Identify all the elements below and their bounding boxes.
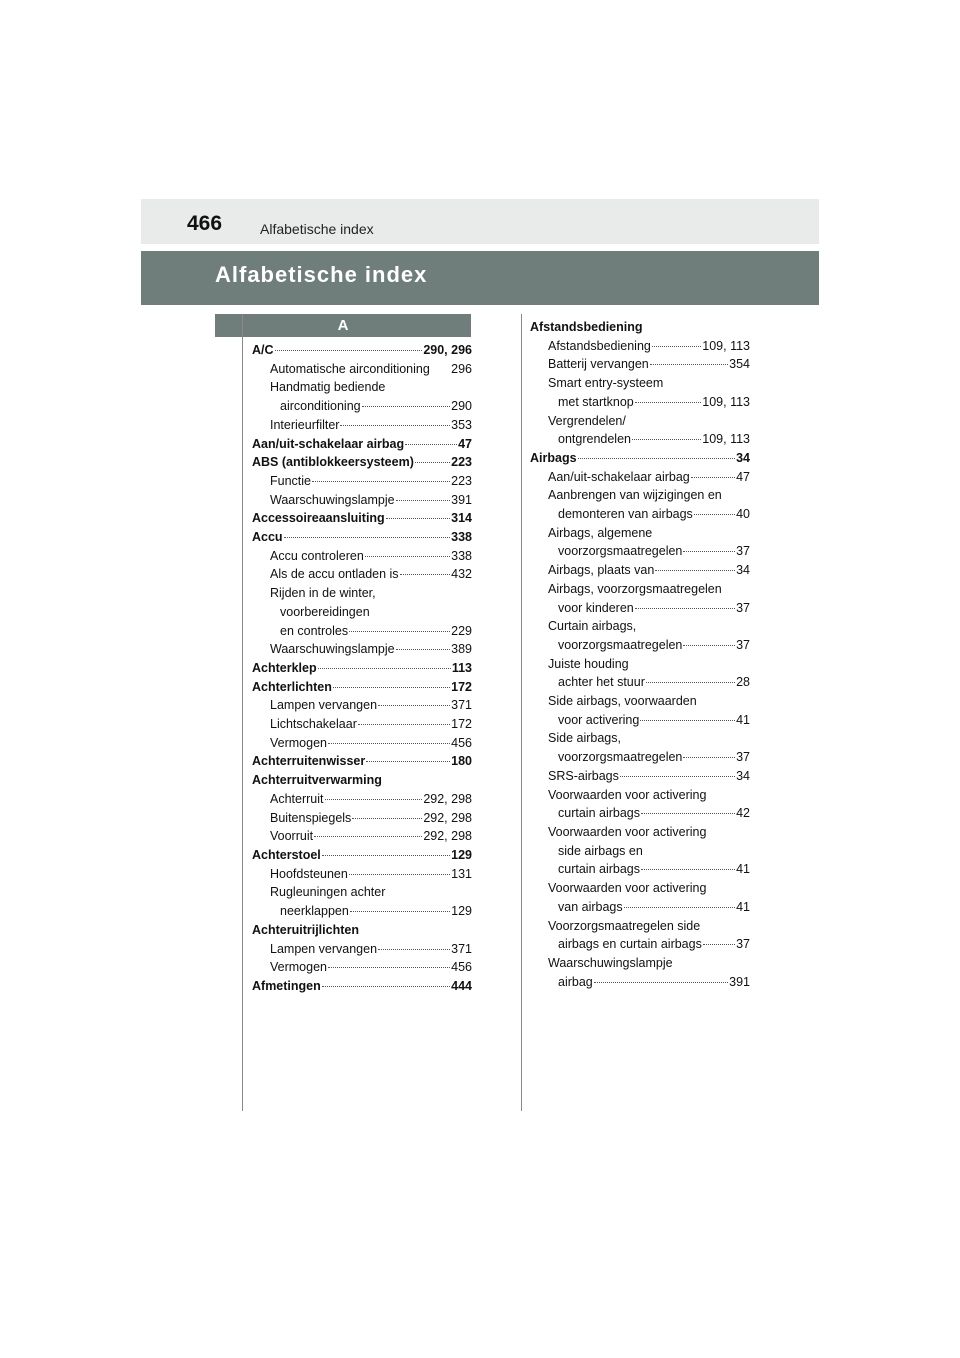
index-subentry: [530, 561, 750, 580]
header-title: Alfabetische index: [260, 221, 374, 237]
index-entry-text: van airbags: [558, 899, 623, 914]
index-subentry: [252, 790, 472, 809]
index-subentry: [252, 696, 472, 715]
index-page-ref: 41: [736, 712, 750, 727]
index-entry-text: Afstandsbediening: [530, 320, 643, 334]
index-subentry: [530, 599, 750, 618]
index-entry-text: Aanbrengen van wijzigingen en: [548, 488, 722, 503]
index-page-ref: 37: [736, 544, 750, 559]
index-entry-text: Side airbags,: [548, 731, 621, 746]
index-entry-text: Airbags, plaats van: [548, 563, 655, 578]
index-page-ref: 109, 113: [702, 432, 750, 447]
index-subentry: [252, 622, 472, 641]
index-entry-text: Aan/uit-schakelaar airbag: [252, 436, 405, 451]
index-subentry: [530, 935, 750, 954]
header-bar: [141, 199, 819, 244]
dot-leader: [405, 444, 457, 445]
index-entry-text: Waarschuwingslampje: [270, 642, 395, 657]
index-entry-text: voorzorgsmaatregelen: [558, 637, 683, 652]
index-page-ref: 113: [451, 660, 472, 675]
dot-leader: [594, 982, 728, 983]
dot-leader: [396, 649, 451, 650]
index-entry: [252, 435, 472, 454]
index-entry-text: achter het stuur: [558, 675, 645, 690]
index-entry: [252, 678, 472, 697]
dot-leader: [358, 724, 450, 725]
index-page-ref: 290, 296: [423, 343, 472, 357]
index-page-ref: 229: [451, 623, 472, 638]
index-subentry: [530, 374, 750, 393]
index-entry-text: voorzorgsmaatregelen: [558, 750, 683, 765]
index-subentry: [530, 823, 750, 842]
index-entry: [252, 341, 472, 360]
dot-leader: [350, 911, 450, 912]
index-column-left: [252, 341, 472, 996]
dot-leader: [365, 556, 450, 557]
index-subentry: [252, 865, 472, 884]
index-subentry: [252, 584, 472, 603]
dot-leader: [635, 608, 735, 609]
index-entry-text: Accu controleren: [270, 548, 364, 563]
index-page-ref: 391: [451, 492, 472, 507]
index-entry-text: ontgrendelen: [558, 432, 631, 447]
index-page-ref: 223: [451, 455, 472, 470]
index-entry-text: Achterklep: [252, 660, 317, 675]
index-entry-text: en controles: [280, 623, 349, 638]
index-entry-text: ABS (antiblokkeersysteem): [252, 455, 414, 470]
dot-leader: [340, 425, 450, 426]
dot-leader: [284, 537, 451, 538]
index-entry-text: Airbags, voorzorgsmaatregelen: [548, 581, 722, 596]
index-subentry: [252, 472, 472, 491]
dot-leader: [352, 818, 422, 819]
index-entry-text: Afstandsbediening: [548, 338, 651, 353]
dot-leader: [652, 346, 701, 347]
dot-leader: [378, 705, 450, 706]
index-page-ref: 314: [451, 511, 472, 526]
index-entry-text: curtain airbags: [558, 806, 640, 821]
index-entry-text: side airbags en: [558, 843, 643, 858]
dot-leader: [349, 874, 450, 875]
dot-leader: [366, 761, 450, 762]
index-page-ref: 34: [736, 450, 750, 465]
index-page-ref: 47: [458, 436, 472, 451]
index-entry-text: Accu: [252, 530, 283, 545]
index-subentry: [530, 748, 750, 767]
dot-leader: [646, 682, 735, 683]
dot-leader: [620, 776, 735, 777]
dot-leader: [349, 631, 450, 632]
index-entry-text: Achterruit: [270, 791, 324, 806]
index-subentry: [252, 565, 472, 584]
index-subentry: [252, 715, 472, 734]
index-page-ref: 338: [451, 548, 472, 563]
index-entry-text: Achterlichten: [252, 679, 332, 694]
index-page-ref: 42: [736, 806, 750, 821]
index-page-ref: 432: [451, 567, 472, 582]
index-entry-text: Voorwaarden voor activering: [548, 881, 707, 896]
index-subentry: [530, 505, 750, 524]
dot-leader: [683, 645, 735, 646]
index-entry-text: Vergrendelen/: [548, 413, 626, 428]
index-subentry: [252, 827, 472, 846]
page-title: Alfabetische index: [215, 262, 428, 287]
index-page-ref: 338: [451, 530, 472, 545]
dot-leader: [691, 477, 735, 478]
index-page-ref: 292, 298: [423, 791, 472, 806]
index-page-ref: 37: [736, 750, 750, 765]
index-entry-text: Rugleuningen achter: [270, 885, 386, 900]
index-subentry: [252, 397, 472, 416]
index-entry-text: A/C: [252, 343, 274, 357]
dot-leader: [325, 799, 423, 800]
index-subentry: [530, 673, 750, 692]
index-subentry: [530, 711, 750, 730]
index-entry-text: Waarschuwingslampje: [270, 492, 395, 507]
index-page-ref: 37: [736, 637, 750, 652]
index-subentry: [252, 940, 472, 959]
index-subentry: [530, 692, 750, 711]
index-entry-text: Aan/uit-schakelaar airbag: [548, 469, 690, 484]
index-entry-text: Airbags: [530, 450, 577, 465]
index-subentry: [530, 879, 750, 898]
index-subentry: [252, 416, 472, 435]
dot-leader: [641, 869, 735, 870]
dot-leader: [683, 551, 735, 552]
index-entry-text: Voorwaarden voor activering: [548, 787, 707, 802]
index-entry-text: airbag: [558, 974, 593, 989]
dot-leader: [635, 402, 702, 403]
dot-leader: [694, 514, 735, 515]
dot-leader: [333, 687, 450, 688]
index-subentry: [252, 491, 472, 510]
index-entry-text: Als de accu ontladen is: [270, 567, 399, 582]
dot-leader: [328, 967, 450, 968]
index-entry-text: Interieurfilter: [270, 417, 340, 432]
index-subentry: [252, 378, 472, 397]
index-entry-text: voorbereidingen: [280, 604, 370, 619]
index-page-ref: 444: [451, 978, 472, 993]
index-page-ref: 389: [451, 642, 472, 657]
index-subentry: [252, 360, 472, 379]
index-page-ref: 172: [451, 717, 472, 732]
dot-leader: [314, 836, 422, 837]
index-entry-text: voorzorgsmaatregelen: [558, 544, 683, 559]
index-entry-text: Voorwaarden voor activering: [548, 824, 707, 839]
index-subentry: [530, 617, 750, 636]
dot-leader: [386, 518, 450, 519]
index-subentry: [530, 412, 750, 431]
index-entry-text: Airbags, algemene: [548, 525, 653, 540]
index-entry-text: Accessoireaansluiting: [252, 511, 385, 526]
index-subentry: [530, 355, 750, 374]
index-page-ref: 41: [736, 899, 750, 914]
index-page-ref: 290: [451, 399, 472, 414]
index-entry-text: Lichtschakelaar: [270, 717, 357, 732]
index-subentry: [530, 786, 750, 805]
index-page-ref: 456: [451, 735, 472, 750]
index-page-ref: 172: [451, 679, 472, 694]
dot-leader: [703, 944, 735, 945]
index-subentry: [530, 337, 750, 356]
index-subentry: [530, 954, 750, 973]
index-entry: [252, 771, 472, 790]
index-entry: [252, 921, 472, 940]
index-page-ref: 296: [451, 361, 472, 376]
index-entry-text: demonteren van airbags: [558, 507, 693, 522]
index-entry-text: curtain airbags: [558, 862, 640, 877]
index-entry-text: Vermogen: [270, 960, 327, 975]
index-subentry: [252, 734, 472, 753]
index-subentry: [530, 430, 750, 449]
index-page-ref: 371: [451, 941, 472, 956]
index-subentry: [252, 958, 472, 977]
dot-leader: [275, 350, 423, 351]
index-subentry: [530, 973, 750, 992]
index-entry: [252, 453, 472, 472]
dot-leader: [641, 813, 735, 814]
index-entry-text: Achterstoel: [252, 847, 321, 862]
index-page-ref: 34: [736, 563, 750, 578]
index-subentry: [530, 898, 750, 917]
index-subentry: [252, 809, 472, 828]
dot-leader: [378, 949, 450, 950]
section-letter-tab: A: [215, 314, 471, 337]
index-entry-text: Afmetingen: [252, 978, 321, 993]
index-entry: [530, 449, 750, 468]
index-page-ref: 353: [451, 417, 472, 432]
index-page-ref: 109, 113: [702, 394, 750, 409]
index-subentry: [530, 393, 750, 412]
index-entry-text: Buitenspiegels: [270, 810, 352, 825]
index-page-ref: 354: [729, 357, 750, 372]
index-page-ref: 129: [451, 904, 472, 919]
index-subentry: [530, 655, 750, 674]
index-entry-text: Automatische airconditioning: [270, 361, 430, 376]
index-subentry: [530, 524, 750, 543]
index-entry-text: voor activering: [558, 712, 640, 727]
index-subentry: [530, 729, 750, 748]
index-entry-text: SRS-airbags: [548, 768, 619, 783]
dot-leader: [328, 743, 450, 744]
index-subentry: [252, 883, 472, 902]
index-page-ref: 131: [451, 866, 472, 881]
index-entry-text: Lampen vervangen: [270, 941, 378, 956]
dot-leader: [312, 481, 450, 482]
dot-leader: [318, 668, 451, 669]
index-subentry: [530, 842, 750, 861]
dot-leader: [632, 439, 701, 440]
index-page-ref: 28: [736, 675, 750, 690]
index-entry-text: airbags en curtain airbags: [558, 937, 702, 952]
index-entry: [252, 509, 472, 528]
index-entry-text: neerklappen: [280, 904, 349, 919]
dot-leader: [415, 462, 450, 463]
column-divider-right: [521, 314, 522, 1111]
dot-leader: [322, 986, 450, 987]
index-subentry: [530, 542, 750, 561]
index-subentry: [530, 860, 750, 879]
index-page-ref: 292, 298: [423, 810, 472, 825]
dot-leader: [400, 574, 451, 575]
dot-leader: [624, 907, 735, 908]
index-page-ref: 40: [736, 507, 750, 522]
index-column-right: [530, 318, 750, 991]
index-entry: [252, 846, 472, 865]
index-page-ref: 371: [451, 698, 472, 713]
index-page-ref: 34: [736, 768, 750, 783]
index-entry-text: met startknop: [558, 394, 634, 409]
index-entry-text: Vermogen: [270, 735, 327, 750]
index-entry-text: Smart entry-systeem: [548, 376, 664, 391]
index-subentry: [530, 767, 750, 786]
index-entry-text: Voorruit: [270, 829, 314, 844]
index-entry: [252, 752, 472, 771]
index-entry-text: Achterruitenwisser: [252, 754, 366, 769]
index-subentry: [530, 580, 750, 599]
index-entry-text: Handmatig bediende: [270, 380, 386, 395]
index-subentry: [530, 486, 750, 505]
index-page-ref: 37: [736, 600, 750, 615]
index-page-ref: 223: [451, 473, 472, 488]
dot-leader: [683, 757, 735, 758]
index-subentry: [530, 468, 750, 487]
index-subentry: [530, 917, 750, 936]
index-page-ref: 292, 298: [423, 829, 472, 844]
dot-leader: [362, 406, 451, 407]
dot-leader: [640, 720, 735, 721]
index-entry-text: Juiste houding: [548, 656, 629, 671]
index-page-ref: 37: [736, 937, 750, 952]
dot-leader: [650, 364, 728, 365]
index-entry-text: Hoofdsteunen: [270, 866, 348, 881]
index-entry-text: Achteruitrijlichten: [252, 922, 359, 937]
dot-leader: [578, 458, 736, 459]
index-entry-text: Side airbags, voorwaarden: [548, 694, 697, 709]
index-entry-text: voor kinderen: [558, 600, 634, 615]
index-entry-text: Functie: [270, 473, 311, 488]
dot-leader: [655, 570, 735, 571]
index-page-ref: 47: [736, 469, 750, 484]
index-entry-text: Batterij vervangen: [548, 357, 649, 372]
page-number: 466: [187, 212, 223, 235]
dot-leader: [396, 500, 451, 501]
index-entry: [252, 977, 472, 996]
index-subentry: [252, 547, 472, 566]
index-entry: [530, 318, 750, 337]
index-page-ref: 391: [729, 974, 750, 989]
index-subentry: [530, 804, 750, 823]
index-entry: [252, 528, 472, 547]
index-subentry: [252, 603, 472, 622]
index-page-ref: 41: [736, 862, 750, 877]
index-subentry: [530, 636, 750, 655]
index-subentry: [252, 902, 472, 921]
index-page-ref: 180: [451, 754, 472, 769]
index-page-ref: 456: [451, 960, 472, 975]
index-entry-text: Curtain airbags,: [548, 619, 637, 634]
index-entry: [252, 659, 472, 678]
index-entry-text: Voorzorgsmaatregelen side: [548, 918, 701, 933]
column-divider-left: [242, 314, 243, 1111]
dot-leader: [322, 855, 450, 856]
index-subentry: [252, 640, 472, 659]
index-entry-text: Lampen vervangen: [270, 698, 378, 713]
index-page-ref: 129: [451, 847, 472, 862]
index-page-ref: 109, 113: [702, 338, 750, 353]
index-entry-text: Waarschuwingslampje: [548, 955, 673, 970]
index-entry-text: Rijden in de winter,: [270, 586, 376, 601]
index-entry-text: Achterruitverwarming: [252, 773, 382, 788]
index-entry-text: airconditioning: [280, 399, 361, 414]
